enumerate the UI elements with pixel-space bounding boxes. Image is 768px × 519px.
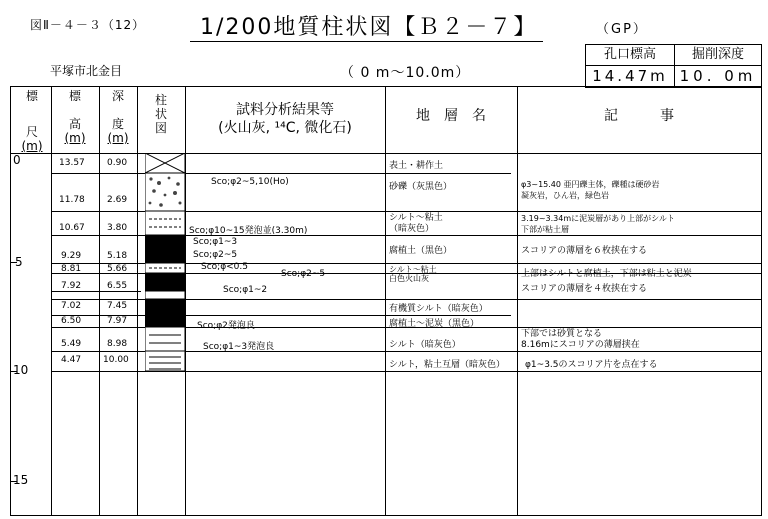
- location-label: 平塚市北金目: [50, 64, 123, 78]
- figure-number: 図Ⅱ－４－３（12）: [30, 18, 146, 32]
- scale-tick-label: 15: [13, 473, 29, 487]
- col-divider: [51, 87, 52, 515]
- header-divider: [11, 153, 761, 154]
- strata-name: 有機質シルト（暗灰色）: [389, 304, 488, 314]
- sample-annotation: Sco;φ2発泡良: [197, 321, 255, 331]
- strata-name: シルト～粘土 （暗灰色）: [389, 213, 443, 234]
- scale-tick-label: 10: [13, 363, 29, 377]
- columnar-section: [145, 153, 185, 373]
- strata-name: 腐植土～泥炭（黒色）: [389, 319, 480, 329]
- strata-name: 表土・耕作土: [389, 161, 444, 171]
- sample-annotation: Sco;φ2~5,10(Ho): [211, 177, 289, 187]
- layer-boundary: [51, 291, 141, 292]
- depth-value: 8.98: [107, 339, 128, 349]
- column-header: 柱 状 図: [154, 93, 167, 135]
- log-type: （GP）: [596, 22, 648, 37]
- sample-annotation: Sco;φ<0.5: [201, 262, 248, 272]
- sample-annotation: Sco;φ2~5: [281, 269, 326, 279]
- depth-value: 0.90: [107, 158, 128, 168]
- strata-name: 砂礫（灰黒色）: [389, 182, 453, 192]
- log-table: [10, 86, 762, 516]
- sample-annotation: Sco;φ10~15発泡並(3.30m): [189, 226, 308, 236]
- col-divider: [137, 87, 138, 515]
- sample-annotation: Sco;φ2~5: [193, 250, 238, 260]
- note-text: φ1~3.5のスコリア片を点在する: [525, 360, 658, 370]
- elevation-value: 13.57: [59, 158, 85, 168]
- strata-name: シルト～粘土 白色火山灰: [389, 265, 437, 283]
- elevation-value: 6.50: [61, 316, 82, 326]
- elevation-value: 7.02: [61, 301, 82, 311]
- depth-range: （ 0 m～10.0m）: [340, 65, 471, 81]
- elevation-header: 標 高 (m): [64, 89, 86, 145]
- elevation-label: 孔口標高: [586, 45, 675, 66]
- col-divider: [517, 87, 518, 515]
- elevation-value: 5.49: [61, 339, 82, 349]
- depth-header: 深 度 (m): [107, 89, 129, 145]
- analysis-header: 試料分析結果等 (火山灰, ¹⁴C, 微化石): [218, 102, 352, 136]
- note-text: φ3~15.40 亜円礫主体，礫種は硬砂岩 凝灰岩，ひん岩，緑色岩: [521, 180, 660, 200]
- scale-header: 標 尺 (m): [21, 89, 43, 153]
- scale-tick: [11, 371, 17, 372]
- note-text: 上部はシルトと腐植土，下部は粘土と泥炭 スコリアの薄層を４枚挟在する: [521, 269, 692, 294]
- elevation-value: 14.47m: [586, 66, 675, 87]
- sample-annotation: Sco;φ1~3発泡良: [203, 342, 275, 352]
- strata-name: シルト（暗灰色）: [389, 340, 461, 350]
- sample-annotation: Sco;φ1~3: [193, 237, 238, 247]
- strata-name: シルト，粘土互層（暗灰色）: [389, 360, 505, 370]
- borehole-info-box: [585, 44, 762, 88]
- notes-header: 記 事: [604, 108, 674, 124]
- depth-label: 掘削深度: [675, 45, 761, 66]
- elevation-value: 10.67: [59, 223, 85, 233]
- depth-value: 10.00: [103, 355, 129, 365]
- layer-boundary: [51, 173, 511, 174]
- page-title: 1/200地質柱状図【Ｂ２－７】: [190, 10, 543, 42]
- depth-value: 5.66: [107, 264, 128, 274]
- scale-tick-label: 0: [13, 153, 21, 167]
- elevation-value: 8.81: [61, 264, 82, 274]
- sample-annotation: Sco;φ1~2: [223, 285, 268, 295]
- strata-name: 腐植土（黒色）: [389, 246, 453, 256]
- scale-tick: [11, 481, 17, 482]
- scale-tick: [11, 262, 17, 263]
- scale-tick-label: 5: [15, 255, 23, 269]
- depth-value: 6.55: [107, 281, 128, 291]
- elevation-value: 7.92: [61, 281, 82, 291]
- depth-value: 10. 0m: [679, 67, 757, 85]
- note-text: 下部では砂質となる 8.16mにスコリアの薄層挟在: [521, 329, 640, 350]
- col-divider: [99, 87, 100, 515]
- note-text: スコリアの薄層を６枚挟在する: [521, 246, 648, 256]
- col-divider: [385, 87, 386, 515]
- elevation-value: 9.29: [61, 251, 82, 261]
- depth-value: 2.69: [107, 195, 128, 205]
- depth-value: 3.80: [107, 223, 128, 233]
- elevation-value: 11.78: [59, 195, 85, 205]
- col-divider: [185, 87, 186, 515]
- depth-value: 7.97: [107, 316, 128, 326]
- note-text: 3.19~3.34mに泥炭層があり上部がシルト 下部が粘土層: [521, 214, 675, 234]
- strata-header: 地 層 名: [416, 108, 486, 124]
- elevation-value: 4.47: [61, 355, 82, 365]
- depth-value: 5.18: [107, 251, 128, 261]
- depth-value: 7.45: [107, 301, 128, 311]
